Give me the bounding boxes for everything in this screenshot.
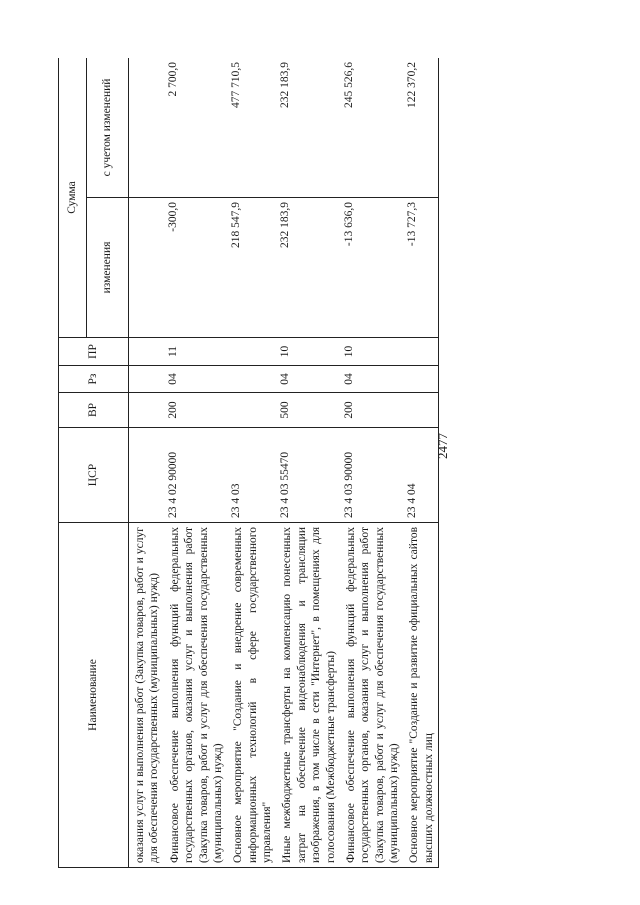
row-rz <box>227 366 276 393</box>
row-vr <box>129 393 164 428</box>
row-name: Финансовое обеспечение выполнения функций федеральных государственных органов, оказания услуг и выполнения работ (Закупка товаров, работ и услуг для обеспечения государственных (муниципальных) нужд) <box>340 523 404 868</box>
row-changes: -13 636,0 <box>340 198 404 338</box>
rotated-table-wrapper <box>58 58 588 868</box>
header-with-changes: с учетом изменений <box>87 58 129 198</box>
row-vr <box>403 393 438 428</box>
header-name: Наименование <box>59 523 129 868</box>
table-row <box>227 58 276 868</box>
row-name: Иные межбюджетные трансферты на компенсацию понесенных затрат на обеспечение видеонаблюдения и трансляции изображения, в том числе в сети "Интернет", в помещениях для голосования (Межбюджетные трансферты) <box>276 523 340 868</box>
row-pr: 11 <box>164 338 228 366</box>
row-changes: 218 547,9 <box>227 198 276 338</box>
rotated-page <box>58 58 588 868</box>
header-changes: изменения <box>87 198 129 338</box>
header-csr: ЦСР <box>59 428 129 523</box>
row-with-changes: 245 526,6 <box>340 58 404 198</box>
row-rz <box>403 366 438 393</box>
table-row <box>403 58 438 868</box>
table-row <box>340 58 404 868</box>
row-vr: 500 <box>276 393 340 428</box>
row-pr <box>403 338 438 366</box>
row-vr <box>227 393 276 428</box>
row-with-changes: 2 700,0 <box>164 58 228 198</box>
row-pr: 10 <box>276 338 340 366</box>
table-row <box>129 58 164 868</box>
row-vr: 200 <box>164 393 228 428</box>
row-pr <box>227 338 276 366</box>
row-csr: 23 4 03 55470 <box>276 428 340 523</box>
row-rz <box>129 366 164 393</box>
row-csr: 23 4 02 90000 <box>164 428 228 523</box>
row-with-changes: 477 710,5 <box>227 58 276 198</box>
header-sum: Сумма <box>59 58 87 338</box>
row-changes: -13 727,3 <box>403 198 438 338</box>
row-csr <box>129 428 164 523</box>
header-vr: ВР <box>59 393 129 428</box>
row-csr: 23 4 03 90000 <box>340 428 404 523</box>
row-pr <box>129 338 164 366</box>
row-with-changes: 232 183,9 <box>276 58 340 198</box>
row-name: Финансовое обеспечение выполнения функций федеральных государственных органов, оказания услуг и выполнения работ (Закупка товаров, работ и услуг для обеспечения государственных (муниципальных) нужд) <box>164 523 228 868</box>
row-with-changes <box>129 58 164 198</box>
row-rz: 04 <box>276 366 340 393</box>
row-pr: 10 <box>340 338 404 366</box>
row-rz: 04 <box>340 366 404 393</box>
header-pr: ПР <box>59 338 129 366</box>
row-with-changes: 122 370,2 <box>403 58 438 198</box>
row-name: оказания услуг и выполнения работ (Закупка товаров, работ и услуг для обеспечения государственных (муниципальных) нужд) <box>129 523 164 868</box>
row-name: Основное мероприятие "Создание и внедрение современных информационных технологий в сфере государственного управления" <box>227 523 276 868</box>
table-row <box>276 58 340 868</box>
row-changes: -300,0 <box>164 198 228 338</box>
row-rz: 04 <box>164 366 228 393</box>
row-changes: 232 183,9 <box>276 198 340 338</box>
row-vr: 200 <box>340 393 404 428</box>
row-name: Основное мероприятие "Создание и развитие официальных сайтов высших должностных лиц <box>403 523 438 868</box>
row-csr: 23 4 04 <box>403 428 438 523</box>
row-changes <box>129 198 164 338</box>
row-csr: 23 4 03 <box>227 428 276 523</box>
budget-table <box>58 58 439 868</box>
page-number: 2477 <box>435 433 450 459</box>
header-rz: Рз <box>59 366 129 393</box>
table-row <box>164 58 228 868</box>
